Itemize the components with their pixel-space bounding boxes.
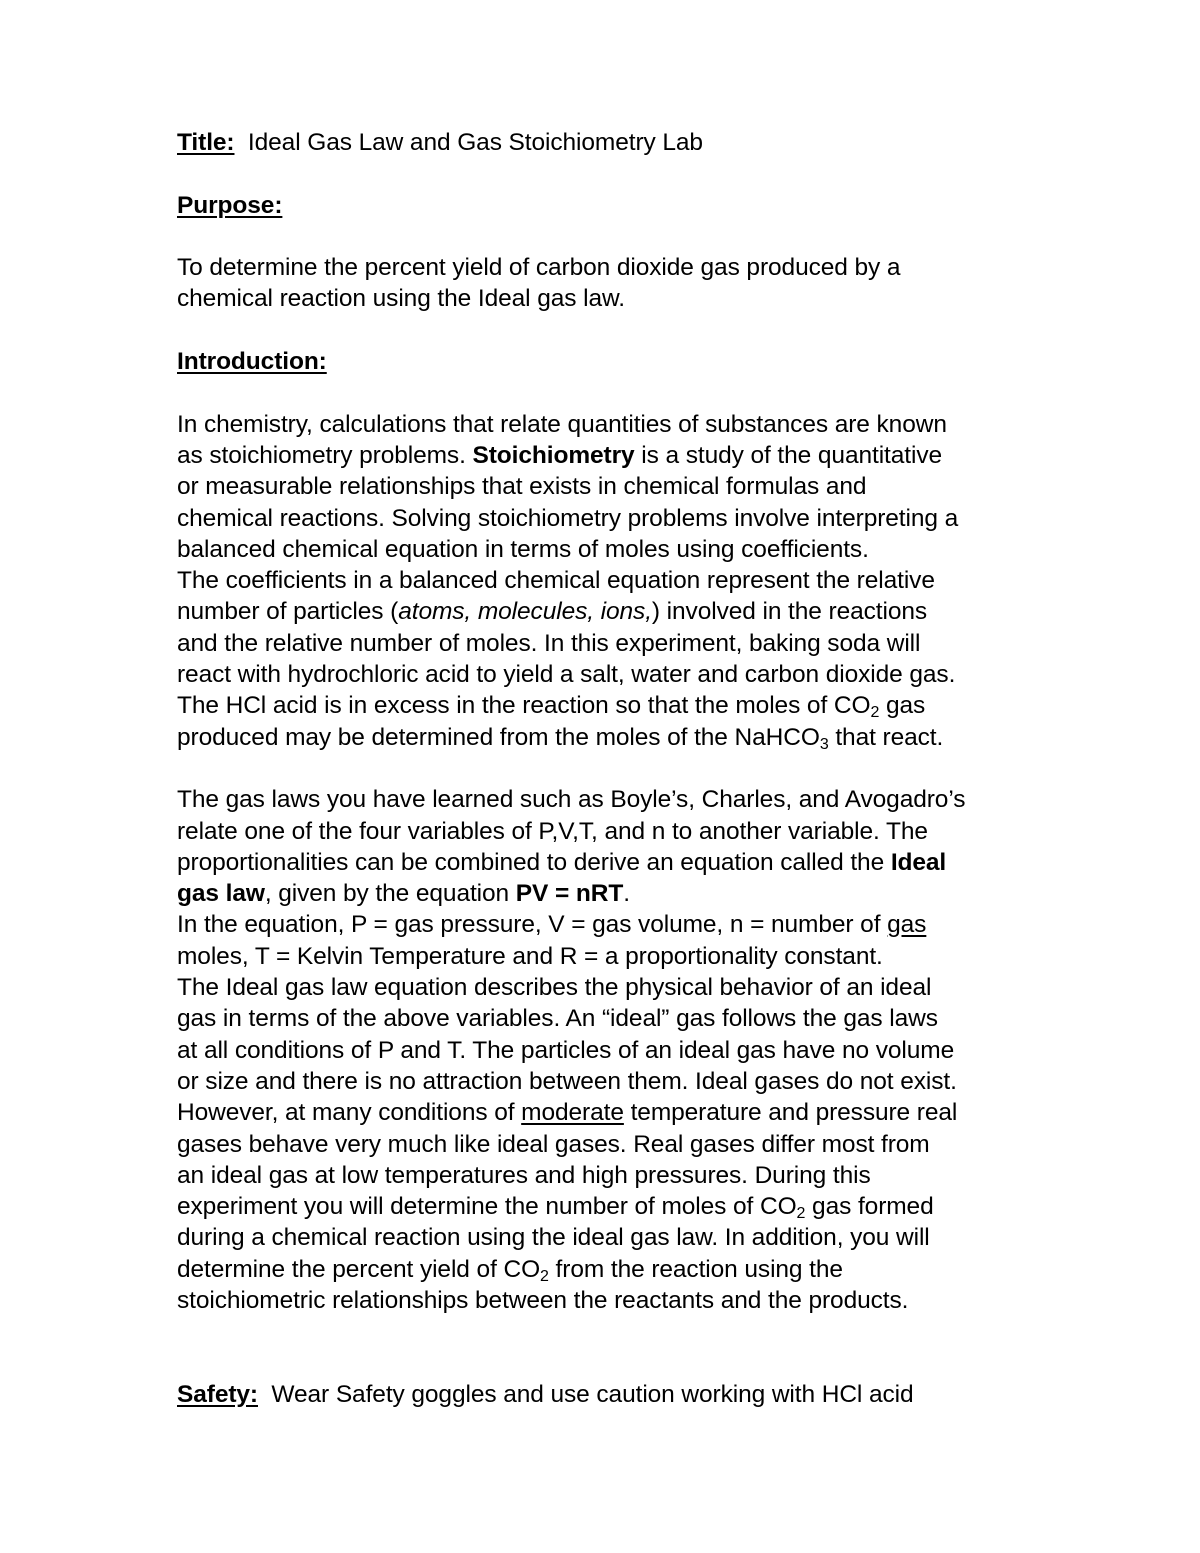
title-line: [177, 127, 1077, 158]
text-line: experiment you will determine the number of moles of $CO_2$ gas formed: [177, 1193, 934, 1223]
text-line: gas law, given by the equation PV = nRT.: [177, 880, 630, 908]
ideal-gas-equation: PV = nRT: [515, 880, 624, 908]
introduction-heading: Introduction:: [177, 348, 327, 376]
safety-label: Safety:: [177, 1380, 258, 1408]
text-line: react with hydrochloric acid to yield a salt, water and carbon dioxide gas.: [177, 661, 956, 689]
text-line: relate one of the four variables of P,V,T, and n to another variable. The: [177, 817, 928, 845]
text-line: during a chemical reaction using the ideal gas law. In addition, you will: [177, 1224, 930, 1252]
text-line: gas in terms of the above variables. An “ideal” gas follows the gas laws: [177, 1005, 938, 1033]
text-line: The coefficients in a balanced chemical equation represent the relative: [177, 567, 935, 595]
introduction-paragraph-2: [177, 784, 1077, 1316]
stoichiometry-term: Stoichiometry: [472, 441, 635, 469]
title-text: Ideal Gas Law and Gas Stoichiometry Lab: [247, 129, 703, 156]
title-label: Title:: [177, 129, 235, 156]
introduction-paragraph-1: [177, 409, 1077, 753]
text-line: chemical reactions. Solving stoichiometry problems involve interpreting a: [177, 504, 959, 532]
text-line: The Ideal gas law equation describes the physical behavior of an ideal: [177, 974, 932, 1002]
text-line: gases behave very much like ideal gases. Real gases differ most from: [177, 1130, 930, 1158]
text-line: The gas laws you have learned such as Boyle’s, Charles, and Avogadro’s: [177, 786, 966, 814]
text-line: The HCl acid is in excess in the reaction so that the moles of $CO_2$ gas: [177, 692, 926, 722]
text-line: In chemistry, calculations that relate quantities of substances are known: [177, 410, 947, 438]
text-line: balanced chemical equation in terms of moles using coefficients.: [177, 535, 869, 563]
text-line: proportionalities can be combined to derive an equation called the Ideal: [177, 848, 947, 876]
document-body: [177, 127, 1077, 1410]
particles-list: atoms, molecules, ions,: [398, 598, 652, 626]
text-line: or size and there is no attraction between them. Ideal gases do not exist.: [177, 1067, 957, 1095]
safety-line: [177, 1379, 1077, 1410]
text-line: produced may be determined from the moles of the NaHCO$_3$ that react.: [177, 723, 944, 753]
text-line: moles, T = Kelvin Temperature and R = a proportionality constant.: [177, 942, 883, 970]
text-line: or measurable relationships that exists in chemical formulas and: [177, 473, 867, 501]
text-line: determine the percent yield of $CO_2$ from the reaction using the: [177, 1255, 843, 1285]
text-line: However, at many conditions of moderate temperature and pressure real: [177, 1099, 958, 1127]
text-line: stoichiometric relationships between the reactants and the products.: [177, 1286, 909, 1314]
text-line: an ideal gas at low temperatures and high pressures. During this: [177, 1161, 871, 1189]
purpose-heading: Purpose:: [177, 191, 283, 219]
text-line: at all conditions of P and T. The particles of an ideal gas have no volume: [177, 1036, 955, 1064]
text-line: In the equation, P = gas pressure, V = gas volume, n = number of gas: [177, 911, 927, 939]
safety-text: Wear Safety goggles and use caution working with HCl acid: [271, 1380, 914, 1408]
purpose-line: chemical reaction using the Ideal gas law.: [177, 285, 625, 313]
text-line: number of particles (atoms, molecules, ions,) involved in the reactions: [177, 598, 928, 626]
text-line: as stoichiometry problems. Stoichiometry is a study of the quantitative: [177, 441, 942, 469]
text-line: and the relative number of moles. In this experiment, baking soda will: [177, 629, 921, 657]
purpose-line: To determine the percent yield of carbon dioxide gas produced by a: [177, 254, 901, 282]
